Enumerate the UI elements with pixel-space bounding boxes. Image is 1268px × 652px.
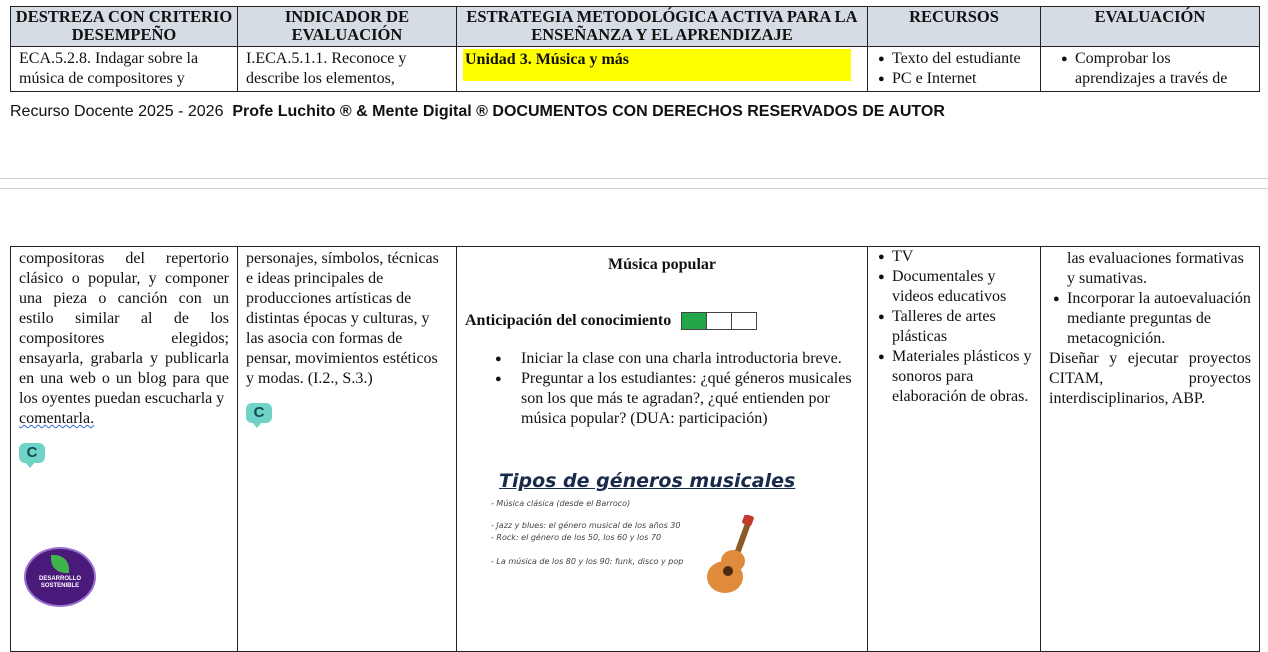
guitar-icon bbox=[703, 515, 767, 595]
list-item: ● Incorporar la autoevaluación mediante preguntas de metacognición. bbox=[1067, 289, 1251, 349]
cell-destreza-top: ECA.5.2.8. Indagar sobre la música de compositores y bbox=[11, 47, 238, 92]
list-item: ● Materiales plásticos y sonoros para elaboración de obras. bbox=[892, 347, 1032, 407]
page-divider bbox=[0, 178, 1268, 179]
cell-evaluacion-top bbox=[1041, 47, 1260, 92]
evaluacion-continued: las evaluaciones formativas y sumativas. bbox=[1067, 250, 1244, 287]
evaluacion-projects: Diseñar y ejecutar proyectos CITAM, proyectos interdisciplinarios, ABP. bbox=[1049, 350, 1251, 407]
cell-estrategia-top bbox=[457, 47, 868, 92]
destreza-text: compositoras del repertorio clásico o popular, y componer una pieza o canción con un estilo similar al de los compositores elegidos; ensayarla, grabarla y publicarla en una web o un blog para que los oyentes puedan escucharla y bbox=[19, 250, 229, 407]
header-destreza: DESTREZA CON CRITERIO DESEMPEÑO bbox=[11, 7, 238, 47]
progress-meter bbox=[681, 312, 757, 330]
genre-line: - Jazz y blues: el género musical de los años 30 bbox=[491, 521, 681, 530]
header-estrategia: ESTRATEGIA METODOLÓGICA ACTIVA PARA LA ENSEÑANZA Y EL APRENDIZAJE bbox=[457, 7, 868, 47]
sustainable-development-logo bbox=[24, 547, 96, 607]
unit-title-highlight: Unidad 3. Música y más bbox=[463, 49, 851, 81]
list-item: ● Documentales y videos educativos bbox=[892, 267, 1032, 307]
list-item: ● Preguntar a los estudiantes: ¿qué géneros musicales son los que más te agradan?, ¿qué entienden por música popular? (DUA: participación) bbox=[521, 369, 859, 429]
cell-estrategia-bottom bbox=[457, 247, 868, 652]
genres-title: Tipos de géneros musicales bbox=[499, 470, 796, 492]
header-recursos: RECURSOS bbox=[868, 7, 1041, 47]
cell-evaluacion-bottom bbox=[1041, 247, 1260, 652]
table-row bbox=[11, 47, 1260, 92]
footer-prefix: Recurso Docente 2025 - 2026 bbox=[10, 103, 224, 120]
cell-indicador-top: I.ECA.5.1.1. Reconoce y describe los elementos, bbox=[238, 47, 457, 92]
list-item: ● Comprobar los aprendizajes a través de bbox=[1075, 49, 1251, 89]
meter-segment bbox=[707, 313, 732, 329]
genre-line: - Música clásica (desde el Barroco) bbox=[491, 499, 631, 508]
header-evaluacion: EVALUACIÓN bbox=[1041, 7, 1260, 47]
planning-table-top bbox=[10, 6, 1260, 92]
ds-badge-label: DESARROLLO SOSTENIBLE bbox=[39, 576, 81, 589]
genre-line: - Rock: el género de los 50, los 60 y los 70 bbox=[491, 533, 662, 542]
strategy-bullets bbox=[465, 349, 859, 429]
indicador-text: personajes, símbolos, técnicas e ideas principales de producciones artísticas de distintas épocas y culturas, y las asocia con formas de pensar, movimientos estéticos y modas. (I.2., S.3.) bbox=[246, 250, 439, 387]
page-footer bbox=[10, 103, 945, 121]
list-item: ● Texto del estudiante bbox=[892, 49, 1032, 69]
list-item: ● Iniciar la clase con una charla introductoria breve. bbox=[521, 349, 859, 369]
planning-table-bottom bbox=[10, 246, 1260, 652]
table-row bbox=[11, 247, 1260, 652]
list-item: ● PC e Internet bbox=[892, 69, 1032, 89]
cell-destreza-bottom bbox=[11, 247, 238, 652]
leaf-icon bbox=[51, 555, 69, 573]
genre-line: - La música de los 80 y los 90: funk, disco y pop bbox=[491, 557, 684, 566]
page-divider bbox=[0, 188, 1268, 189]
meter-segment bbox=[732, 313, 756, 329]
header-indicador: INDICADOR DE EVALUACIÓN bbox=[238, 7, 457, 47]
cell-recursos-bottom bbox=[868, 247, 1041, 652]
footer-copyright: Profe Luchito ® & Mente Digital ® DOCUMENTOS CON DERECHOS RESERVADOS DE AUTOR bbox=[232, 103, 945, 120]
strategy-title: Música popular bbox=[607, 256, 716, 273]
music-genres-image bbox=[485, 471, 859, 591]
destreza-last-word: comentarla. bbox=[19, 410, 95, 427]
cell-indicador-bottom bbox=[238, 247, 457, 652]
anticipation-heading bbox=[465, 311, 859, 331]
anticipation-label: Anticipación del conocimiento bbox=[465, 312, 672, 329]
list-item: ● TV bbox=[892, 247, 1032, 267]
table-header-row bbox=[11, 7, 1260, 47]
cell-recursos-top bbox=[868, 47, 1041, 92]
meter-segment bbox=[682, 313, 707, 329]
competency-c-icon: C bbox=[19, 443, 45, 463]
competency-c-icon: C bbox=[246, 403, 272, 423]
list-item: ● Talleres de artes plásticas bbox=[892, 307, 1032, 347]
